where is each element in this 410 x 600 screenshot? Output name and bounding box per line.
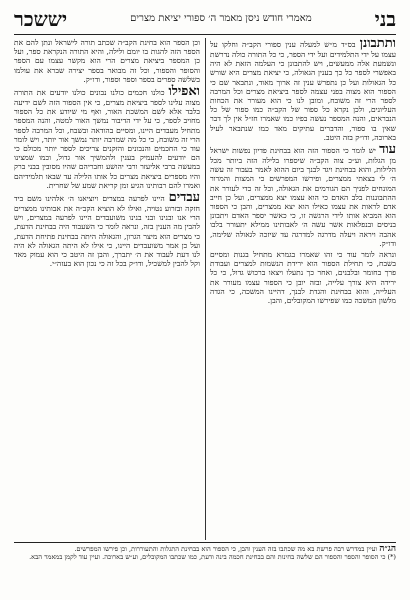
paragraph <box>210 250 396 305</box>
left-column <box>14 38 200 540</box>
paragraph <box>14 192 200 268</box>
footnote-text: ועיין במדרש רבה פרשת בא מה שכתבו בזה הענין והבן, כי הספור הוא בבחינת התגלות והתעוררות, וכן פירשו המפרשים. <box>74 545 378 553</box>
paragraph-text: וכן הספר הוא בחינת הקב״ה שכתב תורה לישראל ונתן להם את הספר הזה להגות בו יומם ולילה, והיא התורה הנקראת ספר, ועל כן המספר ביציאת מצרים הרי הוא מקשר עצמו עם הספר והסופר והספור, וכל זה מבואר בספר יצירה שברא את עולמו בשלשה ספרים בספר וספר וספור, ודו״ק. <box>14 38 200 84</box>
lead-word: עוד <box>379 142 396 158</box>
running-head-left: יששכר <box>14 7 68 31</box>
running-head-right: בני <box>374 7 396 31</box>
lead-word: עבדים <box>168 190 200 206</box>
paragraph <box>210 144 396 248</box>
paragraph-text: בס״ד מ״ש למעלה ענין ספורי הקב״ה וחלקו על עצמו על ידי התלמידים ועל ידי הספר, כי כל התורה כולה נדרשת ונשמעת אלה ממעשים, ויש להתבונן כי העלמה הזאת לא היה באפשרי לספר כל כך בענין הגאולה, כי יציאת מצרים היא שורש כל הגאולות ועל כן נתפרש ענין זה ארוך מאוד, ונתבאר שם כי הספור הוא מצוה בפני עצמה לספר ביציאת מצרים וכל המרבה לספר הרי זה משובח, ומובן לנו כי הוא מעורר את הכחות העליונים, ולכן נקרא כל ספור של הקב״ה כמו ספור של כל הנבראים, והנה המספר נעשה בפיו כמו שאמרו חז״ל אין לך דבר שאין בו ספור, והדברים עתיקים מאד כמו שנתבאר לעיל בארוכה, ודו״ק בזה היטב. <box>210 40 396 142</box>
page-header <box>14 6 396 32</box>
paragraph <box>14 38 200 84</box>
running-head-center: מאמרי חודש ניסן מאמר ה׳ ספורי יציאת מצרים <box>130 13 312 24</box>
paragraph-text: יש לומר כי הספור הזה הוא בבחינת פדיון נפשות ישראל מן הגלות, וע״כ צוה הקב״ה שיספרו בלילה הזה ביותר מכל הלילות, והוא בבחינת ויגד לבנך ביום ההוא לאמר בעבור זה עשה ה׳ לי בצאתי ממצרים, ופירשו המפרשים כי המצות והמרור המונחים לפניך הם הגורמים את הגאולה, וכל זה כדי לעורר את ההתבוננות בלב האדם כי הוא עצמו יצא ממצרים, ועל כן חייב אדם לראות את עצמו כאילו הוא יצא ממצרים, והבן כי הספור הוא המביא אותו לידי הרגשה זו, כי כאשר יספר האדם ויתבונן בניסים ובנפלאות אשר עשה ה׳ לאבותינו ממילא יתעורר בלבו אהבה ויראה ויעלה מדרגה למדרגה עד שיזכה לגאולה שלימה, ודו״ק. <box>210 146 396 248</box>
paragraph-text: היינו לפרעה במצרים ויוציאנו ה׳ אלהינו משם ביד חזקה ובזרוע נטויה, ואילו לא הוציא הקב״ה את אבותינו ממצרים הרי אנו ובנינו ובני בנינו משועבדים היינו לפרעה במצרים, ויש להבין מה הענין בזה, ונראה לומר כי השעבוד היה בבחינת הדעת, כי מצרים הוא מיצר הגרון, והגאולה היתה בבחינת פתיחת הדעת, ועל כן אמר משועבדים היינו, כי אילו לא היתה הגאולה לא היה לנו דעת לעבוד את ה׳ יתברך, והבן זה היטב כי הוא עמוק מאד וקל להבין למשכיל, ודו״ק בכל זה כי נכון הוא בעזה״י. <box>14 194 200 269</box>
footnotes <box>14 545 396 595</box>
column-divider <box>205 38 206 540</box>
lead-word: ותתבונן <box>359 38 396 51</box>
paragraph-text: כולנו חכמים כולנו נבונים כולנו יודעים את התורה מצוה עלינו לספר ביציאת מצרים, כי אין הספור הזה לשם ידיעה בלבד אלא לשם המשכת האור, ואף מי שיודע את כל הספור מחויב לספר, כי על ידי הדיבור נמשך האור למטה, והנה המספר מתחיל מעבדים היינו, ומסיים בהודאה ובשבח, וכל המרבה לספר הרי זה משובח, כי כל מה שמרבה יותר נמשך אור יותר, ויש לומר עוד כי החכמים והנבונים והזקנים צריכים לספר יותר מכולם כי הם יודעים להעמיק בענין ולהמשיך אור גדול, וכמו שמצינו במעשה ברבי אליעזר ורבי יהושע וחבריהם שהיו מסובין בבני ברק והיו מספרים ביציאת מצרים כל אותו הלילה עד שבאו תלמידיהם ואמרו להם רבותינו הגיע זמן קריאת שמע של שחרית. <box>14 88 200 190</box>
paragraph-text: ונראה לומר עוד כי זהו שאמרו בגמרא מתחיל בגנות ומסיים בשבח, כי תחילת הספור הוא ירידת הנשמות למצרים ועבודת פרך בחומר ובלבנים, ואחר כך נתעלו ויצאו ברכוש גדול, כי כל ירידה היא צורך עלייה, ובזה יובן כי הספור עצמו מעורר את העלייה, והוא בבחינת והגדת לבנך, דהיינו המשכה, כי הגדה מלשון המשכה כמו שפירשו המקובלים, והבן. <box>210 250 396 306</box>
text-columns <box>14 38 396 540</box>
paragraph <box>210 38 396 142</box>
paragraph <box>14 86 200 190</box>
footnote-text: (*) כי הסופר והספר והספור הם שלשה בחינות והם בבחינת חכמה בינה ודעת, כמו שכתבו המקובלים, וע״ש בארוכה. ועיין עוד לקמן במאמר הבא. <box>29 553 396 561</box>
lead-word: ואפילו <box>168 84 200 100</box>
header-rule <box>14 34 396 35</box>
footnote-rule <box>14 542 396 543</box>
right-column <box>210 38 396 540</box>
footnote-lead: הג״ה <box>379 545 396 554</box>
